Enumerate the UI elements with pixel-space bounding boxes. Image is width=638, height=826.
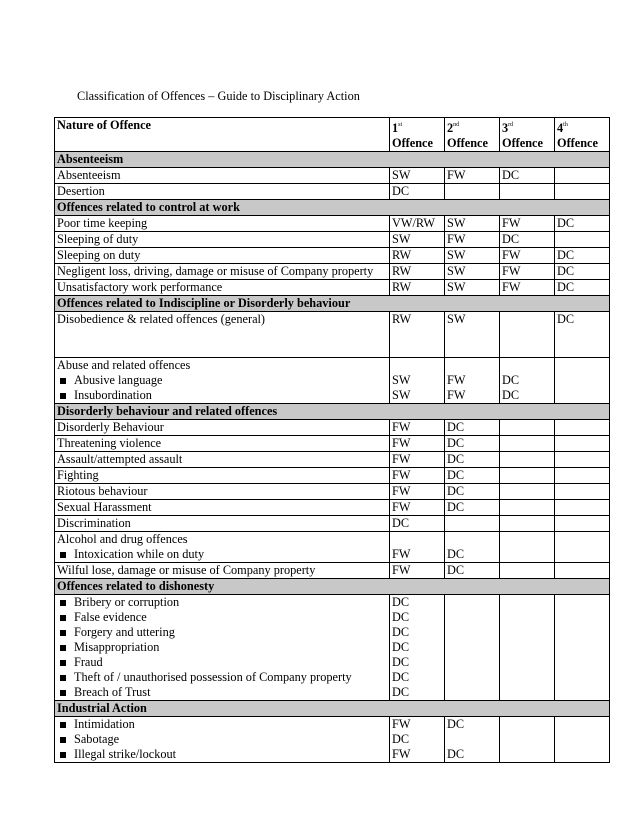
offence-3-action-cell: FW xyxy=(500,264,555,280)
cell-line: DC xyxy=(447,717,465,731)
cell-line: DC xyxy=(392,655,410,669)
cell-line: Discrimination xyxy=(57,516,131,530)
offence-3-action-cell xyxy=(500,420,555,436)
bullet-icon xyxy=(60,615,66,621)
cell-line-text: Intimidation xyxy=(74,717,135,731)
cell-line: DC xyxy=(502,388,520,402)
cell-line: DC xyxy=(392,610,410,624)
offence-row xyxy=(55,232,610,248)
offence-2-action-cell xyxy=(445,532,500,563)
offence-row xyxy=(55,468,610,484)
cell-line: DC xyxy=(392,685,410,699)
cell-line xyxy=(392,358,442,373)
cell-line xyxy=(57,655,387,670)
offence-nature-cell xyxy=(55,452,390,468)
offence-nature-cell xyxy=(55,532,390,563)
bullet-icon xyxy=(60,737,66,743)
cell-line-text: Intoxication while on duty xyxy=(74,547,205,561)
cell-line xyxy=(57,640,387,655)
offence-1-action-cell: SW xyxy=(390,232,445,248)
offence-nature-cell xyxy=(55,184,390,200)
cell-line xyxy=(57,685,387,700)
offence-2-action-cell: DC xyxy=(445,563,500,579)
offence-nature-cell xyxy=(55,563,390,579)
header-3rd-offence: 3rd Offence xyxy=(500,118,555,152)
offence-1-action-cell: RW xyxy=(390,312,445,358)
cell-line: DC xyxy=(447,547,465,561)
offence-3-action-cell xyxy=(500,717,555,763)
offence-nature-cell xyxy=(55,595,390,701)
cell-line xyxy=(447,532,497,547)
cell-line: DC xyxy=(392,670,410,684)
offence-nature-cell xyxy=(55,484,390,500)
cell-line xyxy=(57,373,387,388)
cell-line-text: Illegal strike/lockout xyxy=(74,747,177,761)
offence-1-action-cell: VW/RW xyxy=(390,216,445,232)
cell-line: Fighting xyxy=(57,468,99,482)
offence-row xyxy=(55,500,610,516)
offence-3-action-cell xyxy=(500,436,555,452)
offence-3-action-cell: FW xyxy=(500,280,555,296)
cell-line: DC xyxy=(392,625,410,639)
bullet-icon xyxy=(60,552,66,558)
cell-line xyxy=(447,358,497,373)
cell-line: FW xyxy=(392,747,411,761)
offence-row xyxy=(55,280,610,296)
cell-line: Disobedience & related offences (general) xyxy=(57,312,266,326)
offence-row xyxy=(55,168,610,184)
section-title: Offences related to control at work xyxy=(55,200,610,216)
bullet-icon xyxy=(60,690,66,696)
offence-1-action-cell: DC xyxy=(390,516,445,532)
offence-3-action-cell xyxy=(500,452,555,468)
offence-3-action-cell xyxy=(500,312,555,358)
offence-2-action-cell: FW xyxy=(445,168,500,184)
offence-4-action-cell xyxy=(555,595,610,701)
offence-row xyxy=(55,248,610,264)
offence-3-action-cell xyxy=(500,484,555,500)
offences-table xyxy=(54,117,610,763)
cell-line: DC xyxy=(392,595,410,609)
page-caption: Classification of Offences – Guide to Disciplinary Action xyxy=(77,89,360,103)
cell-line-text: Bribery or corruption xyxy=(74,595,180,609)
cell-line xyxy=(57,717,387,732)
offence-nature-cell xyxy=(55,717,390,763)
cell-line: Alcohol and drug offences xyxy=(57,532,188,546)
offence-2-action-cell: DC xyxy=(445,500,500,516)
cell-line: Sexual Harassment xyxy=(57,500,152,514)
cell-line: DC xyxy=(502,373,520,387)
cell-line xyxy=(392,532,442,547)
offence-3-action-cell xyxy=(500,532,555,563)
cell-line xyxy=(57,547,387,562)
cell-line: Desertion xyxy=(57,184,105,198)
cell-line-text: Sabotage xyxy=(74,732,120,746)
offence-row xyxy=(55,532,610,563)
offence-3-action-cell: DC xyxy=(500,168,555,184)
offence-3-action-cell: DC xyxy=(500,232,555,248)
section-title: Offences related to dishonesty xyxy=(55,579,610,595)
header-nature-of-offence: Nature of Offence xyxy=(55,118,390,152)
offence-3-action-cell xyxy=(500,595,555,701)
offence-1-action-cell: FW xyxy=(390,500,445,516)
bullet-icon xyxy=(60,752,66,758)
cell-line: Absenteeism xyxy=(57,168,121,182)
offence-4-action-cell xyxy=(555,717,610,763)
offence-3-action-cell: FW xyxy=(500,248,555,264)
offence-row xyxy=(55,516,610,532)
offence-nature-cell xyxy=(55,312,390,358)
cell-line-text: Breach of Trust xyxy=(74,685,151,699)
offence-nature-cell xyxy=(55,358,390,404)
offence-row xyxy=(55,717,610,763)
offence-1-action-cell: RW xyxy=(390,264,445,280)
cell-line: Sleeping of duty xyxy=(57,232,139,246)
offence-4-action-cell xyxy=(555,436,610,452)
offence-2-action-cell: SW xyxy=(445,312,500,358)
cell-line-text: Forgery and uttering xyxy=(74,625,175,639)
offence-nature-cell xyxy=(55,168,390,184)
offence-3-action-cell xyxy=(500,184,555,200)
offence-4-action-cell xyxy=(555,184,610,200)
offence-2-action-cell xyxy=(445,717,500,763)
cell-line xyxy=(57,610,387,625)
offence-row xyxy=(55,216,610,232)
offence-2-action-cell xyxy=(445,516,500,532)
offence-4-action-cell xyxy=(555,563,610,579)
bullet-icon xyxy=(60,630,66,636)
section-header-row xyxy=(55,296,610,312)
offence-nature-cell xyxy=(55,216,390,232)
offence-1-action-cell: FW xyxy=(390,468,445,484)
offence-4-action-cell: DC xyxy=(555,312,610,358)
offence-3-action-cell xyxy=(500,468,555,484)
bullet-icon xyxy=(60,645,66,651)
offence-1-action-cell xyxy=(390,358,445,404)
header-4th-offence: 4th Offence xyxy=(555,118,610,152)
cell-line xyxy=(57,388,387,403)
offence-3-action-cell xyxy=(500,516,555,532)
offence-nature-cell xyxy=(55,436,390,452)
offence-4-action-cell xyxy=(555,516,610,532)
cell-line xyxy=(502,358,552,373)
offence-2-action-cell xyxy=(445,184,500,200)
offence-row xyxy=(55,563,610,579)
section-header-row xyxy=(55,152,610,168)
offence-4-action-cell xyxy=(555,168,610,184)
offence-4-action-cell xyxy=(555,532,610,563)
cell-line: Threatening violence xyxy=(57,436,162,450)
cell-line: Assault/attempted assault xyxy=(57,452,183,466)
offence-2-action-cell: SW xyxy=(445,264,500,280)
offence-2-action-cell: SW xyxy=(445,216,500,232)
offence-3-action-cell xyxy=(500,500,555,516)
offence-4-action-cell xyxy=(555,500,610,516)
offence-2-action-cell: DC xyxy=(445,452,500,468)
offence-nature-cell xyxy=(55,516,390,532)
cell-line: FW xyxy=(447,373,466,387)
cell-line: DC xyxy=(392,732,410,746)
offence-2-action-cell: FW xyxy=(445,232,500,248)
offence-nature-cell xyxy=(55,264,390,280)
cell-line: FW xyxy=(392,717,411,731)
section-header-row xyxy=(55,404,610,420)
offence-1-action-cell: SW xyxy=(390,168,445,184)
cell-line-text: Abusive language xyxy=(74,373,163,387)
offence-2-action-cell: DC xyxy=(445,436,500,452)
offence-2-action-cell: DC xyxy=(445,484,500,500)
cell-line: SW xyxy=(392,388,411,402)
cell-line: FW xyxy=(447,388,466,402)
offence-4-action-cell: DC xyxy=(555,280,610,296)
cell-line: DC xyxy=(392,640,410,654)
offence-2-action-cell: DC xyxy=(445,468,500,484)
table-header-row xyxy=(55,118,610,152)
offence-nature-cell xyxy=(55,232,390,248)
offence-row xyxy=(55,595,610,701)
cell-line xyxy=(447,732,497,747)
offence-1-action-cell: RW xyxy=(390,248,445,264)
offence-1-action-cell: FW xyxy=(390,436,445,452)
bullet-icon xyxy=(60,660,66,666)
section-title: Industrial Action xyxy=(55,701,610,717)
bullet-icon xyxy=(60,722,66,728)
cell-line xyxy=(57,595,387,610)
cell-line: Unsatisfactory work performance xyxy=(57,280,223,294)
offence-3-action-cell xyxy=(500,563,555,579)
offence-4-action-cell xyxy=(555,420,610,436)
offence-4-action-cell xyxy=(555,232,610,248)
cell-line-text: Theft of / unauthorised possession of Company property xyxy=(74,670,352,684)
offence-2-action-cell xyxy=(445,358,500,404)
bullet-icon xyxy=(60,378,66,384)
offence-1-action-cell: RW xyxy=(390,280,445,296)
offence-3-action-cell xyxy=(500,358,555,404)
cell-line xyxy=(57,625,387,640)
offence-1-action-cell xyxy=(390,532,445,563)
section-title: Absenteeism xyxy=(55,152,610,168)
offence-2-action-cell: SW xyxy=(445,248,500,264)
cell-line-text: Fraud xyxy=(74,655,103,669)
offence-2-action-cell: DC xyxy=(445,420,500,436)
offence-4-action-cell: DC xyxy=(555,248,610,264)
cell-line: DC xyxy=(447,747,465,761)
section-title: Disorderly behaviour and related offences xyxy=(55,404,610,420)
offence-1-action-cell: FW xyxy=(390,420,445,436)
offence-1-action-cell: FW xyxy=(390,484,445,500)
offence-row xyxy=(55,264,610,280)
offence-1-action-cell: FW xyxy=(390,452,445,468)
bullet-icon xyxy=(60,393,66,399)
offence-3-action-cell: FW xyxy=(500,216,555,232)
bullet-icon xyxy=(60,600,66,606)
section-header-row xyxy=(55,579,610,595)
offence-nature-cell xyxy=(55,420,390,436)
offence-2-action-cell xyxy=(445,595,500,701)
offence-1-action-cell: FW xyxy=(390,563,445,579)
offence-4-action-cell xyxy=(555,468,610,484)
offence-4-action-cell xyxy=(555,484,610,500)
offence-4-action-cell xyxy=(555,358,610,404)
cell-line: Poor time keeping xyxy=(57,216,148,230)
cell-line: Negligent loss, driving, damage or misuse of Company property xyxy=(57,264,374,278)
section-header-row xyxy=(55,200,610,216)
header-1st-offence: 1st Offence xyxy=(390,118,445,152)
offence-row xyxy=(55,452,610,468)
offence-row xyxy=(55,436,610,452)
cell-line-text: Insubordination xyxy=(74,388,152,402)
cell-line xyxy=(57,747,387,762)
cell-line xyxy=(57,732,387,747)
cell-line: Riotous behaviour xyxy=(57,484,148,498)
cell-line-text: False evidence xyxy=(74,610,147,624)
offence-4-action-cell: DC xyxy=(555,264,610,280)
offence-1-action-cell: DC xyxy=(390,184,445,200)
cell-line-text: Misappropriation xyxy=(74,640,160,654)
cell-line xyxy=(57,670,387,685)
cell-line: Abuse and related offences xyxy=(57,358,191,372)
offence-4-action-cell xyxy=(555,452,610,468)
cell-line: SW xyxy=(392,373,411,387)
offence-nature-cell xyxy=(55,500,390,516)
offence-row xyxy=(55,358,610,404)
offence-row xyxy=(55,420,610,436)
cell-line: Sleeping on duty xyxy=(57,248,141,262)
offence-row xyxy=(55,484,610,500)
offence-nature-cell xyxy=(55,468,390,484)
offence-row xyxy=(55,184,610,200)
section-title: Offences related to Indiscipline or Disorderly behaviour xyxy=(55,296,610,312)
cell-line: Wilful lose, damage or misuse of Company property xyxy=(57,563,316,577)
offences-table-body xyxy=(55,118,610,763)
cell-line: FW xyxy=(392,547,411,561)
offence-nature-cell xyxy=(55,248,390,264)
header-2nd-offence: 2nd Offence xyxy=(445,118,500,152)
cell-line: Disorderly Behaviour xyxy=(57,420,164,434)
section-header-row xyxy=(55,701,610,717)
bullet-icon xyxy=(60,675,66,681)
offence-nature-cell xyxy=(55,280,390,296)
offence-1-action-cell xyxy=(390,595,445,701)
offence-2-action-cell: SW xyxy=(445,280,500,296)
offence-4-action-cell: DC xyxy=(555,216,610,232)
offence-1-action-cell xyxy=(390,717,445,763)
